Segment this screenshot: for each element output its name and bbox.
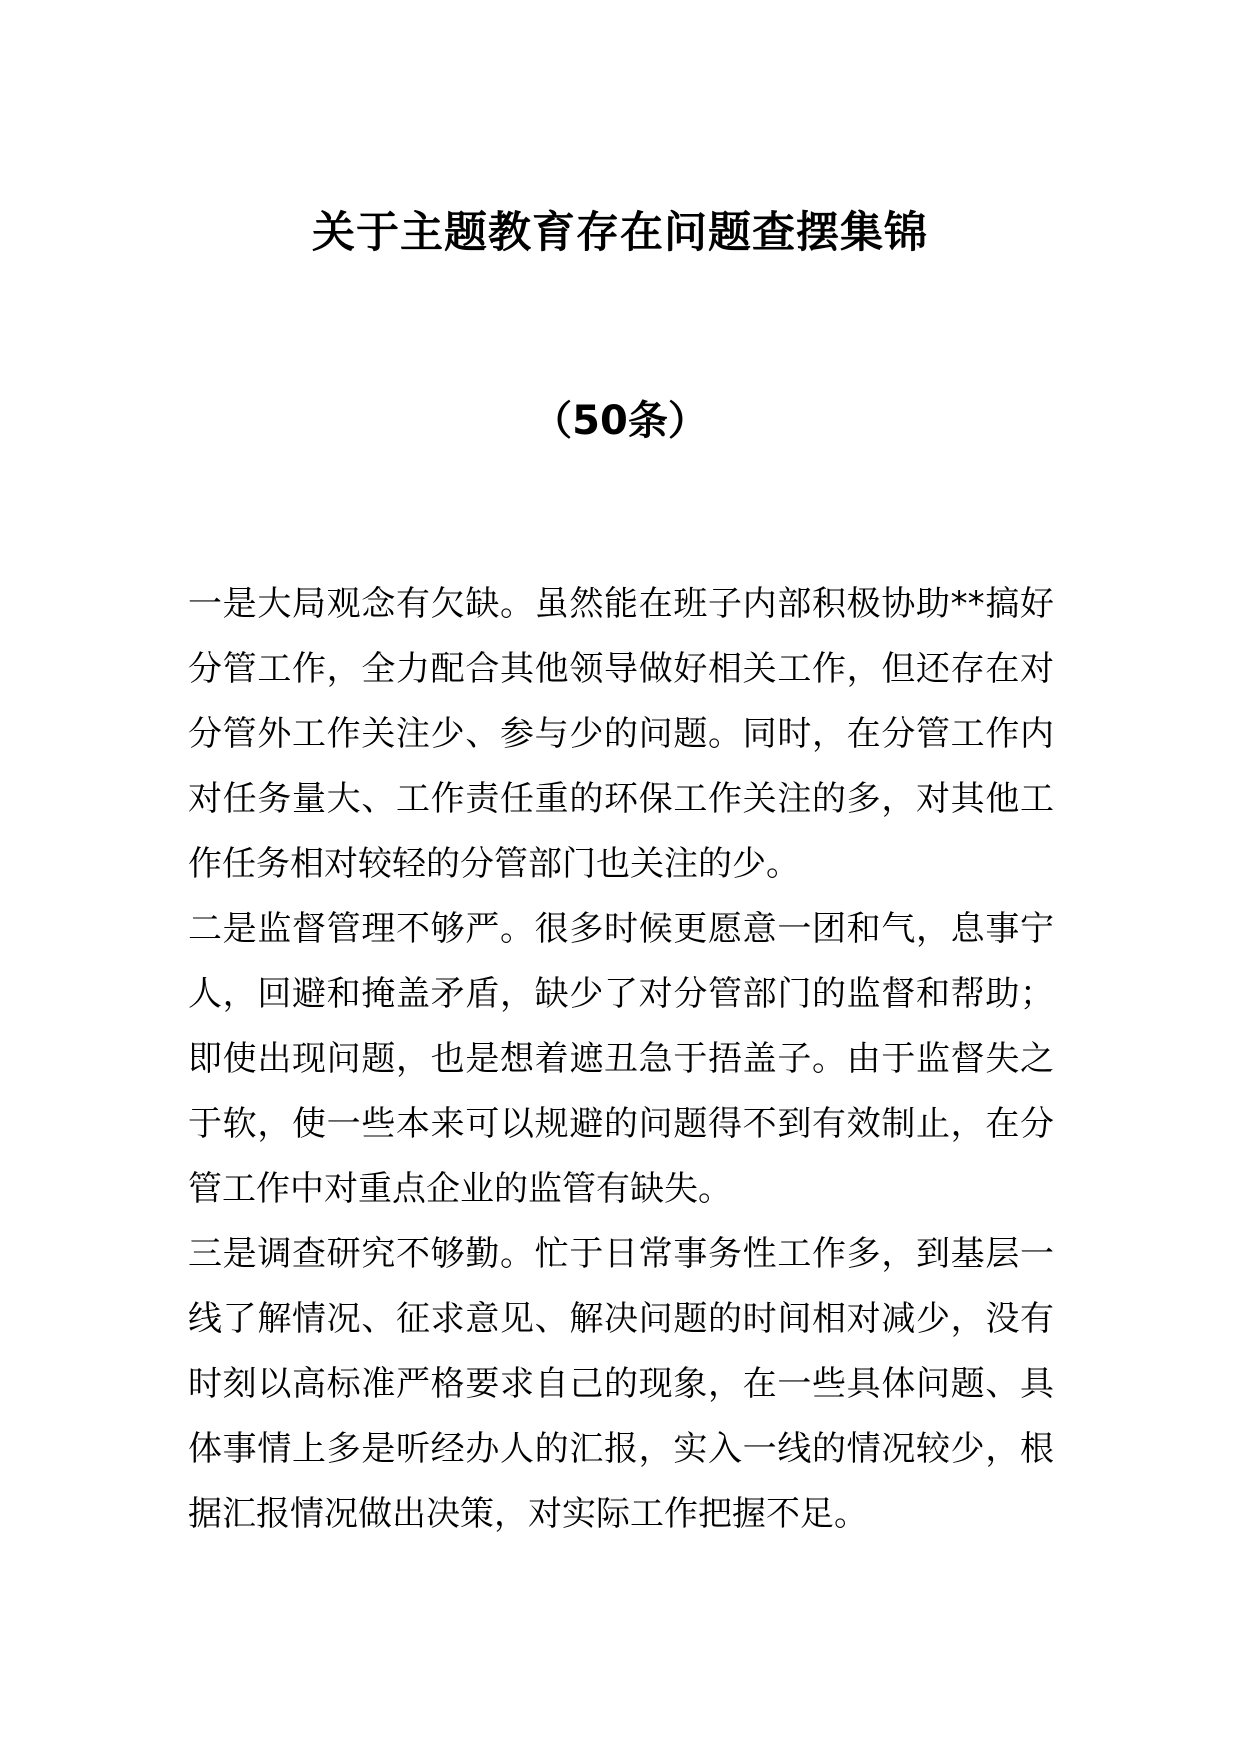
document-body	[188, 572, 1054, 1547]
paragraph-line: 一是大局观念有欠缺。虽然能在班子内部积极协助**搞好	[188, 584, 1054, 624]
paragraph-line: 时刻以高标准严格要求自己的现象，在一些具体问题、具	[188, 1364, 1054, 1404]
document-title: 关于主题教育存在问题查摆集锦	[312, 208, 928, 258]
paragraph-line: 人，回避和掩盖矛盾，缺少了对分管部门的监督和帮助；	[188, 974, 1054, 1014]
paragraph-line: 对任务量大、工作责任重的环保工作关注的多，对其他工	[188, 779, 1054, 819]
paragraph-1	[188, 572, 1054, 897]
paragraph-line: 线了解情况、征求意见、解决问题的时间相对减少，没有	[188, 1299, 1054, 1339]
paragraph-2	[188, 897, 1054, 1222]
paragraph-line: 管工作中对重点企业的监管有缺失。	[188, 1169, 732, 1209]
paragraph-3	[188, 1222, 1054, 1547]
paragraph-line: 分管外工作关注少、参与少的问题。同时，在分管工作内	[188, 714, 1054, 754]
paragraph-line: 体事情上多是听经办人的汇报，实入一线的情况较少，根	[188, 1429, 1054, 1469]
paragraph-line: 三是调查研究不够勤。忙于日常事务性工作多，到基层一	[188, 1234, 1054, 1274]
document-subtitle: （50条）	[532, 398, 708, 444]
paragraph-line: 二是监督管理不够严。很多时候更愿意一团和气，息事宁	[188, 909, 1054, 949]
paragraph-line: 据汇报情况做出决策，对实际工作把握不足。	[188, 1494, 868, 1534]
paragraph-line: 即使出现问题，也是想着遮丑急于捂盖子。由于监督失之	[188, 1039, 1054, 1079]
paragraph-line: 于软，使一些本来可以规避的问题得不到有效制止，在分	[188, 1104, 1054, 1144]
paragraph-line: 分管工作，全力配合其他领导做好相关工作，但还存在对	[188, 649, 1054, 689]
paragraph-line: 作任务相对较轻的分管部门也关注的少。	[188, 844, 800, 884]
